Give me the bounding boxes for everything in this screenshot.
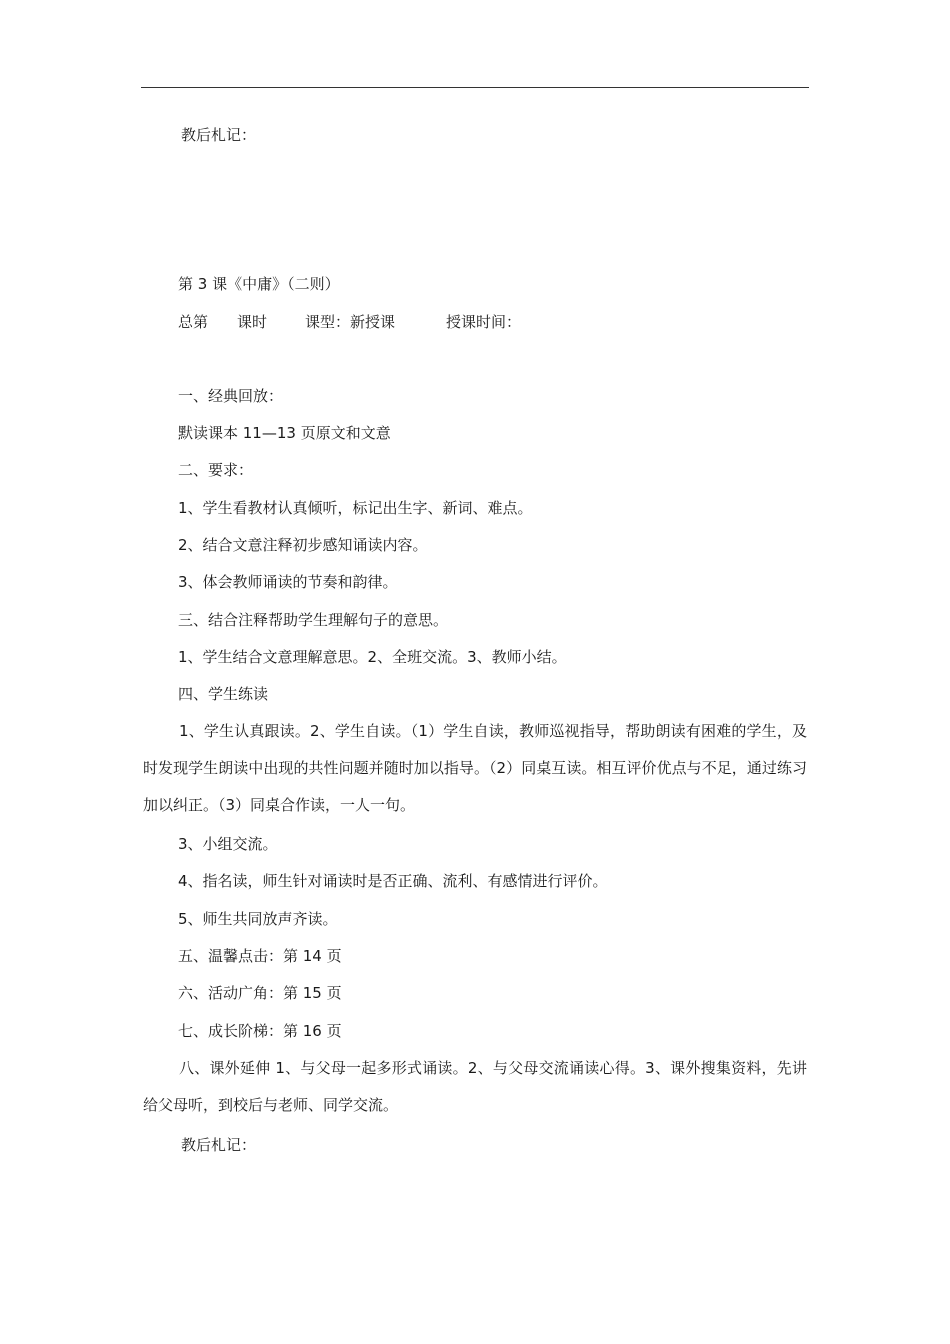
lesson-meta-row bbox=[0, 312, 950, 332]
notes-label-top: 教后札记： bbox=[181, 126, 257, 144]
section-line: 3、体会教师诵读的节奏和韵律。 bbox=[178, 573, 398, 591]
section-line: 一、经典回放： bbox=[178, 387, 284, 405]
step-line: 六、活动广角：第 15 页 bbox=[178, 984, 342, 1002]
meta-period: 课时 bbox=[237, 313, 268, 331]
meta-total: 总第 bbox=[178, 313, 209, 331]
section-line: 三、结合注释帮助学生理解句子的意思。 bbox=[178, 611, 449, 629]
header-rule bbox=[141, 87, 809, 88]
section-line: 四、学生练读 bbox=[178, 685, 269, 703]
section-line: 2、结合文意注释初步感知诵读内容。 bbox=[178, 536, 428, 554]
section-line: 默读课本 11—13 页原文和文意 bbox=[178, 424, 391, 442]
section-line: 1、学生结合文意理解意思。2、全班交流。3、教师小结。 bbox=[178, 648, 567, 666]
meta-type: 课型：新授课 bbox=[305, 313, 396, 331]
step-line: 3、小组交流。 bbox=[178, 835, 278, 853]
extension-paragraph: 八、课外延伸 1、与父母一起多形式诵读。2、与父母交流诵读心得。3、课外搜集资料，先讲给父母听，到校后与老师、同学交流。 bbox=[143, 1059, 807, 1114]
section-line: 1、学生看教材认真倾听，标记出生字、新词、难点。 bbox=[178, 499, 533, 517]
lesson-title: 第 3 课《中庸》（二则） bbox=[178, 275, 340, 293]
step-line: 5、师生共同放声齐读。 bbox=[178, 910, 338, 928]
step-line: 4、指名读，师生针对诵读时是否正确、流利、有感情进行评价。 bbox=[178, 872, 608, 890]
notes-label-bottom: 教后札记： bbox=[181, 1136, 257, 1154]
step-line: 七、成长阶梯：第 16 页 bbox=[178, 1022, 342, 1040]
practice-paragraph: 1、学生认真跟读。2、学生自读。（1）学生自读，教师巡视指导，帮助朗读有困难的学生，及时发现学生朗读中出现的共性问题并随时加以指导。（2）同桌互读。相互评价优点与不足，通过练习加以纠正。（3）同桌合作读，一人一句。 bbox=[143, 722, 807, 814]
step-line: 五、温馨点击：第 14 页 bbox=[178, 947, 342, 965]
meta-time: 授课时间： bbox=[446, 313, 522, 331]
section-line: 二、要求： bbox=[178, 461, 254, 479]
